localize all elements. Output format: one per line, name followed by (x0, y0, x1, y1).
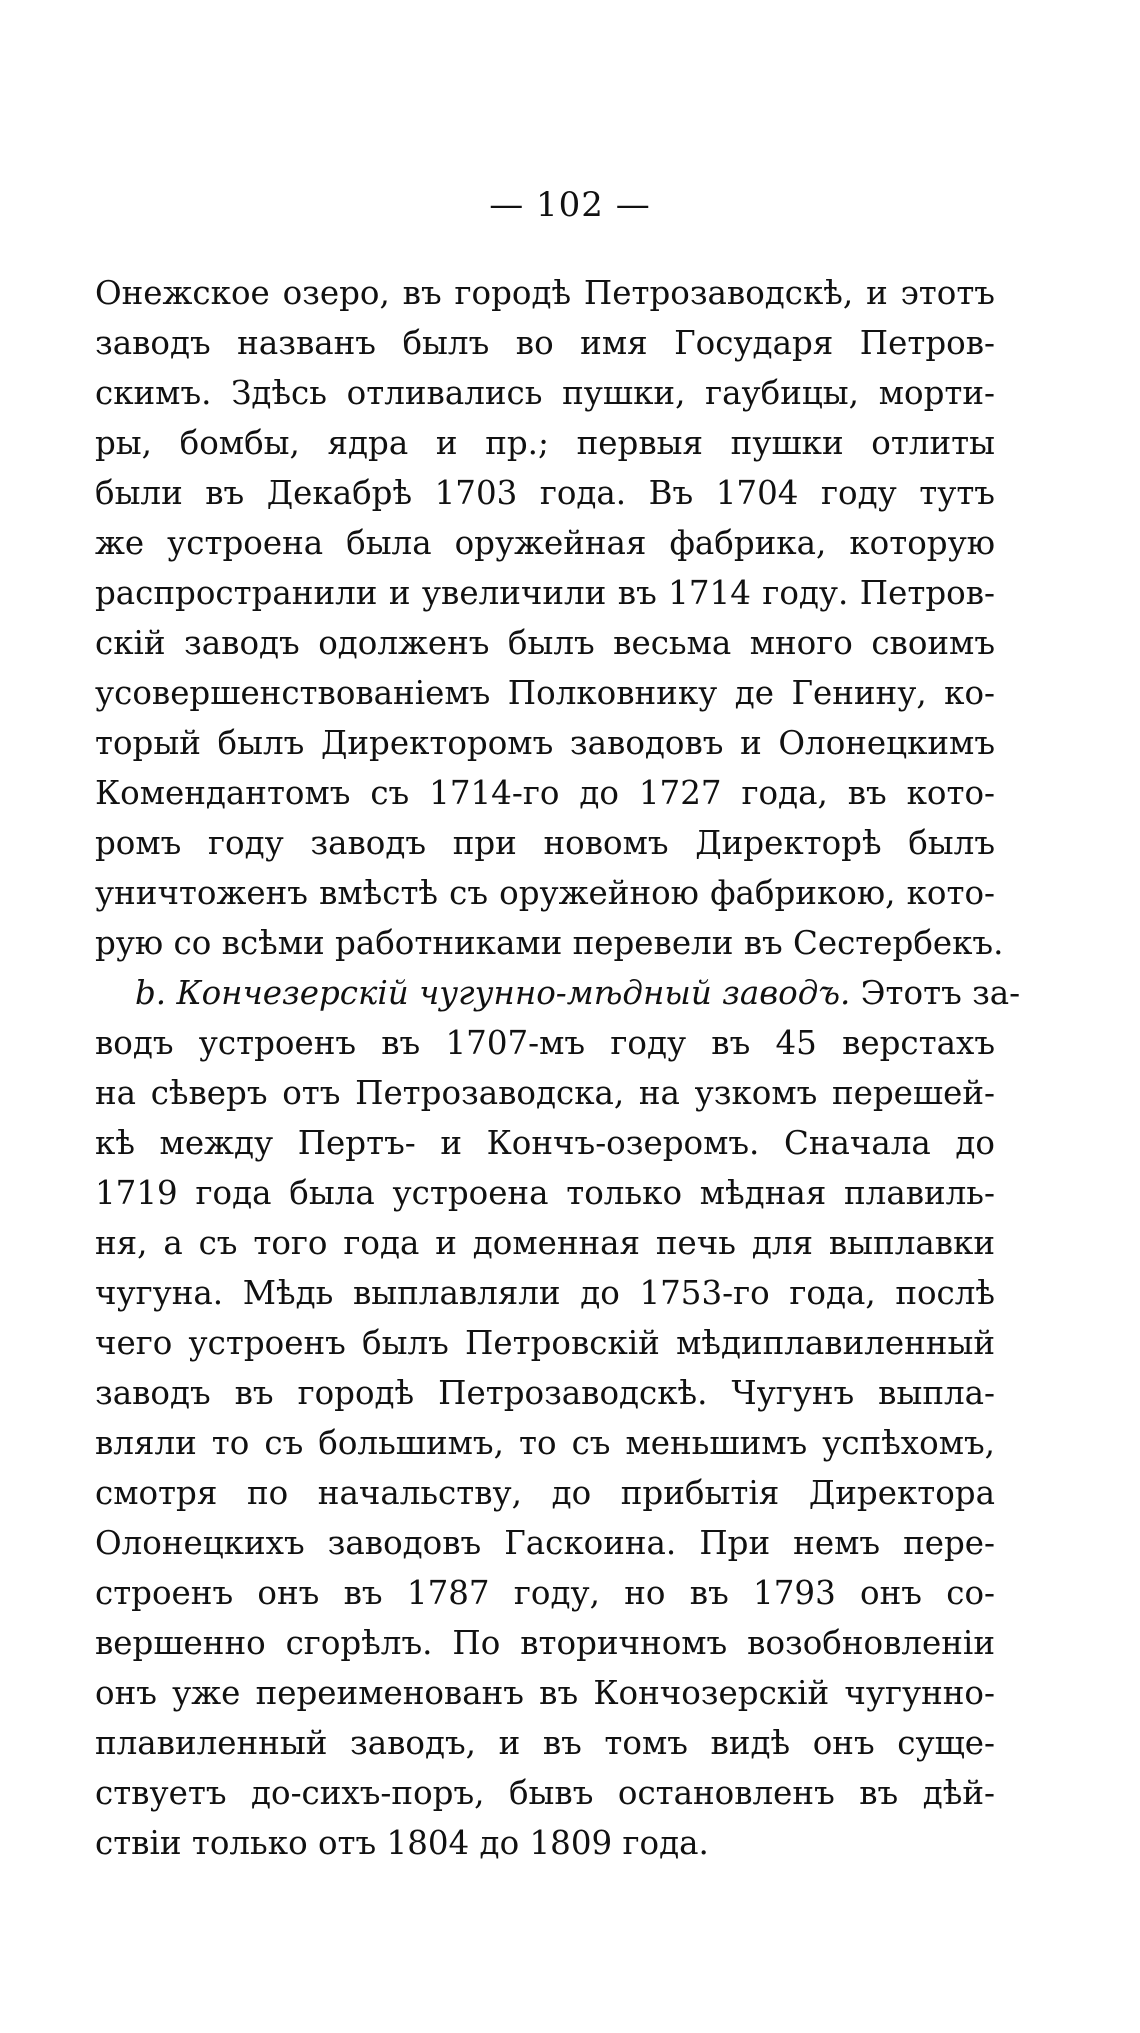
text-line: Олонецкихъ заводовъ Гаскоина. При немъ пере- (95, 1524, 995, 1562)
text-line: же устроена была оружейная фабрика, которую (95, 524, 995, 562)
text-line: были въ Декабрѣ 1703 года. Въ 1704 году тутъ (95, 474, 995, 512)
text-line: скимъ. Здѣсь отливались пушки, гаубицы, морти- (95, 374, 995, 412)
text-line: смотря по начальству, до прибытія Директора (95, 1474, 995, 1512)
text-line: ры, бомбы, ядра и пр.; первыя пушки отлиты (95, 424, 995, 462)
section-heading: b. Кончезерскій чугунно-мѣдный заводъ. (135, 974, 851, 1012)
text-line: строенъ онъ въ 1787 году, но въ 1793 онъ со- (95, 1574, 995, 1612)
text-line: онъ уже переименованъ въ Кончозерскій чугунно- (95, 1674, 995, 1712)
text-line: ствіи только отъ 1804 до 1809 года. (95, 1824, 709, 1862)
text-line: заводъ въ городѣ Петрозаводскѣ. Чугунъ выпла- (95, 1374, 995, 1412)
text-line: ня, а съ того года и доменная печь для выплавки (95, 1224, 995, 1262)
text-line: чугуна. Мѣдь выплавляли до 1753-го года, послѣ (95, 1274, 995, 1312)
text-line: усовершенствованіемъ Полковнику де Генину, ко- (95, 674, 995, 712)
page-number: — 102 — (489, 185, 651, 225)
paragraph-1 (95, 268, 1004, 968)
text-line: кѣ между Пертъ- и Кончъ-озеромъ. Сначала до (95, 1124, 995, 1162)
text-line: торый былъ Директоромъ заводовъ и Олонецкимъ (95, 724, 995, 762)
text-line: 1719 года была устроена только мѣдная плавиль- (95, 1174, 995, 1212)
text-line: рую со всѣми работниками перевели въ Сестербекъ. (95, 924, 1004, 962)
text-line: заводъ названъ былъ во имя Государя Петров- (95, 324, 995, 362)
text-line: вершенно сгорѣлъ. По вторичномъ возобновленіи (95, 1624, 995, 1662)
text-line: ромъ году заводъ при новомъ Директорѣ былъ (95, 824, 995, 862)
text-line: уничтоженъ вмѣстѣ съ оружейною фабрикою, кото- (95, 874, 995, 912)
text-line: вляли то съ большимъ, то съ меньшимъ успѣхомъ, (95, 1424, 995, 1462)
text-line: на сѣверъ отъ Петрозаводска, на узкомъ перешей- (95, 1074, 995, 1112)
heading-line-rest: Этотъ за- (860, 974, 1021, 1012)
text-line: ствуетъ до-сихъ-поръ, бывъ остановленъ въ дѣй- (95, 1774, 995, 1812)
text-line: плавиленный заводъ, и въ томъ видѣ онъ суще- (95, 1724, 995, 1762)
text-line (95, 968, 1021, 1018)
body-text (95, 268, 1021, 1868)
text-line: скій заводъ одолженъ былъ весьма много своимъ (95, 624, 995, 662)
text-line: распространили и увеличили въ 1714 году. Петров- (95, 574, 995, 612)
text-line: Комендантомъ съ 1714-го до 1727 года, въ кото- (95, 774, 995, 812)
text-line: Онежское озеро, въ городѣ Петрозаводскѣ, и этотъ (95, 274, 995, 312)
text-line: чего устроенъ былъ Петровскій мѣдиплавиленный (95, 1324, 995, 1362)
text-line: водъ устроенъ въ 1707-мъ году въ 45 верстахъ (95, 1024, 995, 1062)
paragraph-2 (95, 968, 1021, 1868)
